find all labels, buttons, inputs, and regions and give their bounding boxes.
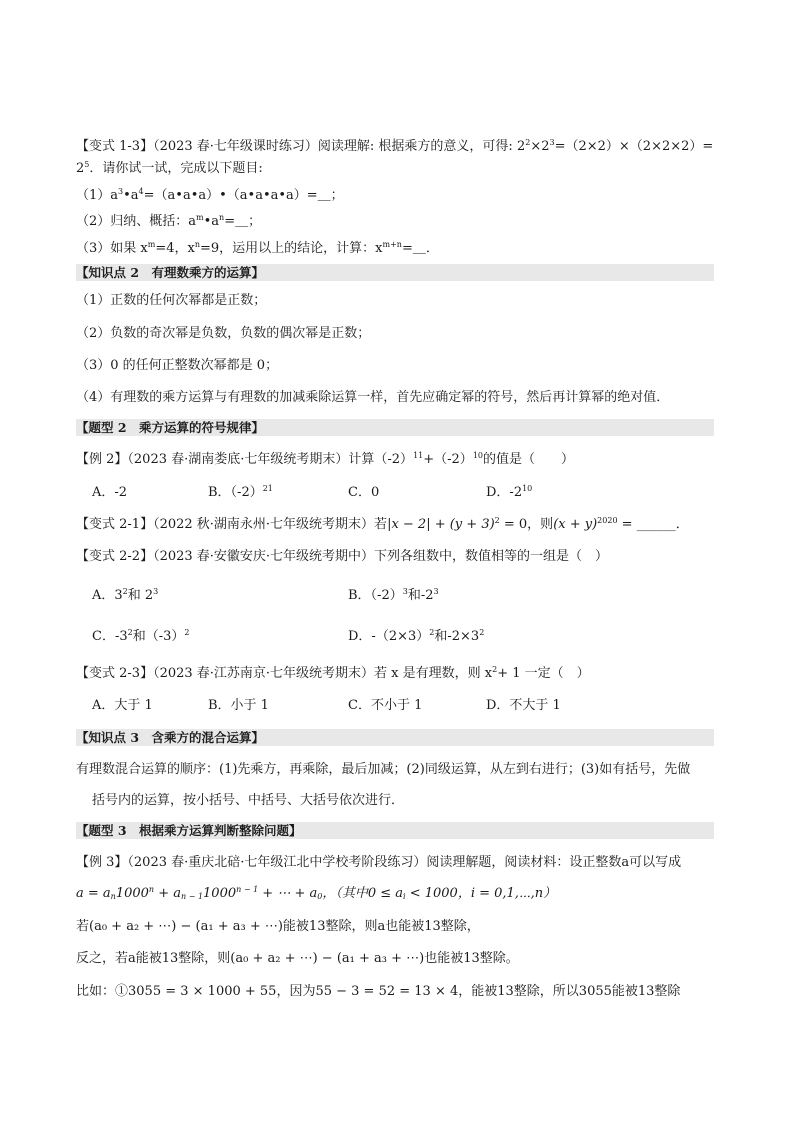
knowledge-point-2-item-4: （4）有理数的乘方运算与有理数的加减乘除运算一样，首先应确定幂的符号，然后再计算幂的绝对值． [76, 390, 670, 405]
example-3-rule-1: 若(a₀ + a₂ + ⋯) − (a₁ + a₃ + ⋯)能被13整除，则a也能被13整除， [76, 919, 480, 934]
example-2-option-b: B．$(-2)^{21}$ [208, 484, 273, 500]
example-3-formula: $a = a_n1000^n + a_{n - 1}1000^{n - 1}$ + ⋯ + $a_0$，（其中$0 \le a_i < 1000$，i = 0,1,⋯,n） [76, 885, 557, 901]
bianshi-2-3-option-c: C．不小于 1 [348, 698, 423, 713]
bianshi-2-2: 【变式 2-2】（2023 春·安徽安庆·七年级统考期中）下列各组数中，数值相等的一组是（ ） [76, 549, 609, 564]
knowledge-point-2-item-2: （2）负数的奇次幂是负数，负数的偶次幂是正数； [76, 326, 371, 341]
bianshi-2-3-option-a: A．大于 1 [92, 698, 153, 713]
bianshi-1-3-line2: $2^5$．请你试一试，完成以下题目: [76, 160, 263, 176]
knowledge-point-2-header: 【知识点 2 有理数乘方的运算】 [76, 264, 714, 281]
bianshi-2-3-option-d: D．不大于 1 [486, 698, 561, 713]
bianshi-2-2-option-d: D．$-(2\times 3)^2$和$-2\times 3^2$ [348, 628, 485, 644]
bianshi-2-2-option-a: A．$3^2$和 $2^3$ [92, 587, 159, 603]
knowledge-point-2-item-1: （1）正数的任何次幂都是正数； [76, 293, 267, 308]
knowledge-point-3-para-2: 括号内的运算，按小括号、中括号、大括号依次进行． [92, 793, 405, 808]
bianshi-1-3-q1: $(1)a^3•a^4=(a•a•a)•(a•a•a•a)=\_$； [76, 187, 344, 203]
bianshi-1-3-q3: （3）如果 $x^m=4$，$x^n=9$，运用以上的结论，计算：$x^{m+n}=\_$． [76, 240, 439, 256]
knowledge-point-3-header: 【知识点 3 含乘方的混合运算】 [76, 729, 714, 746]
bianshi-2-2-option-c: C．$-3^2$和$(-3)^2$ [92, 628, 190, 644]
question-type-2-header: 【题型 2 乘方运算的符号规律】 [76, 419, 714, 436]
example-2-option-d: D．$-2^{10}$ [486, 484, 533, 500]
bianshi-2-3: 【变式 2-3】（2023 春·江苏南京·七年级统考期末）若 x 是有理数，则 $x^2+ 1$ 一定（ ） [76, 665, 590, 681]
example-3-example: 比如：①3055 = 3 × 1000 + 55，因为55 − 3 = 52 = 13 × 4，能被13整除，所以3055能被13整除 [76, 984, 681, 999]
example-3-rule-2: 反之，若a能被13整除，则(a₀ + a₂ + ⋯) − (a₁ + a₃ + ⋯)也能被13整除。 [76, 951, 519, 966]
example-2-option-c: C．0 [348, 485, 380, 500]
bianshi-2-2-option-b: B．$(-2)^3$和$-2^3$ [348, 587, 439, 603]
question-type-3-header: 【题型 3 根据乘方运算判断整除问题】 [76, 822, 714, 839]
knowledge-point-2-item-3: （3）0 的任何正整数次幂都是 0； [76, 358, 279, 373]
knowledge-point-3-para-1: 有理数混合运算的顺序：(1)先乘方，再乘除，最后加减；(2)同级运算，从左到右进行；(3)如有括号，先做 [76, 762, 691, 777]
example-2-stem: 【例 2】（2023 春·湖南娄底·七年级统考期末）计算$(-2)^{11}+(-2)^{10}$的值是（ ） [76, 451, 575, 467]
bianshi-1-3-q2: （2）归纳、概括：$a^m•a^n=\_$； [76, 213, 262, 229]
example-2-option-a: A．-2 [92, 485, 128, 500]
example-3-stem: 【例 3】（2023 春·重庆北碚·七年级江北中学校考阶段练习）阅读理解题，阅读材料：设正整数a可以写成 [76, 855, 682, 870]
bianshi-2-1: 【变式 2-1】（2022 秋·湖南永州·七年级统考期末）若$|x - 2| + (y + 3)^2 = 0$，则$(x + y)^{2020}$ = ______． [76, 516, 689, 532]
bianshi-1-3-line1: 【变式 1-3】（2023 春·七年级课时练习）阅读理解: 根据乘方的意义，可得: $2^2\times 2^3=(2\times 2)\times(2\times 2\times 2)=$ [76, 138, 714, 154]
bianshi-2-3-option-b: B．小于 1 [208, 698, 269, 713]
